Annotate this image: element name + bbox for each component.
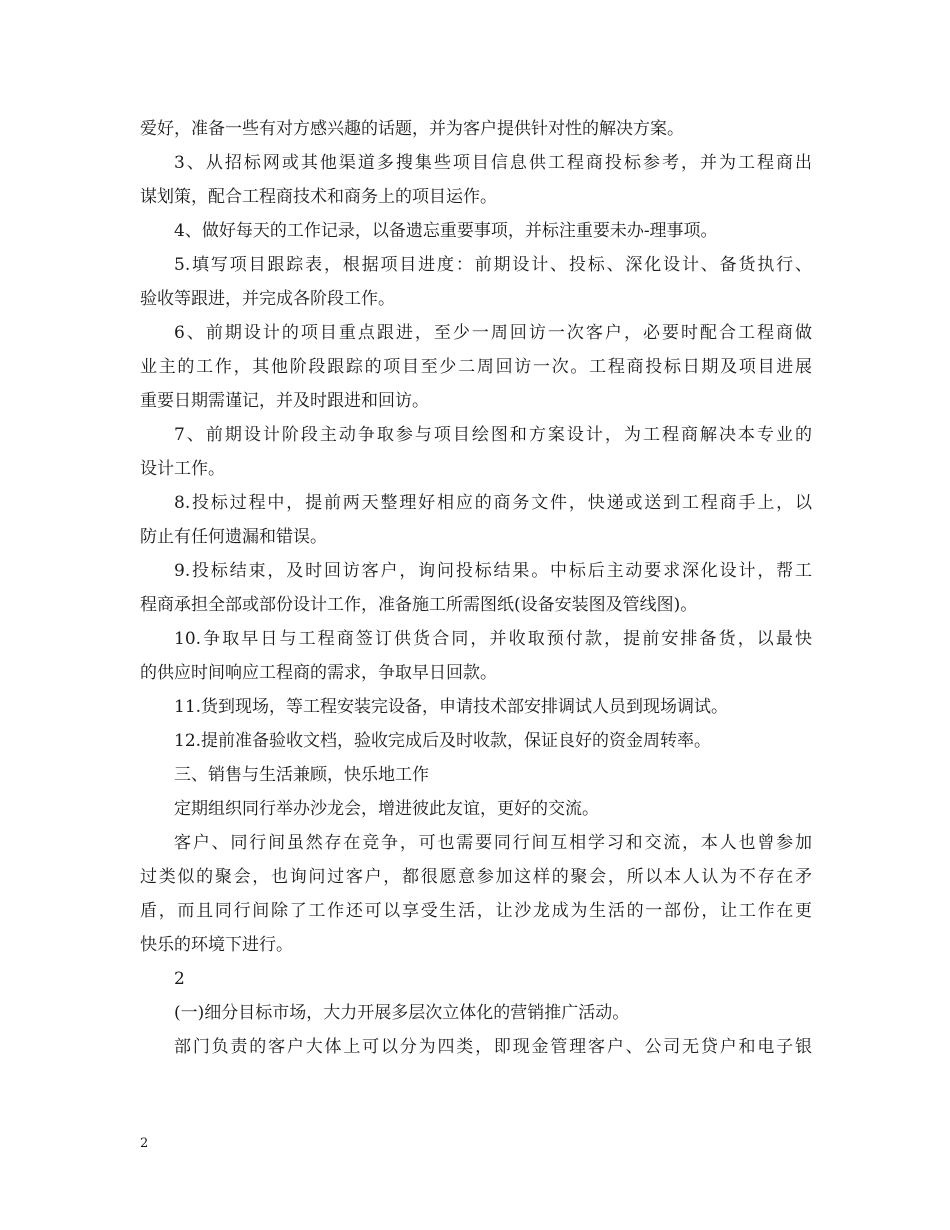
text-line: 重要日期需谨记，并及时跟进和回访。 — [140, 391, 429, 411]
text-line: 7、前期设计阶段主动争取参与项目绘图和方案设计，为工程商解决本专业的 — [174, 425, 812, 445]
text-line: 8.投标过程中，提前两天整理好相应的商务文件，快递或送到工程商手上，以 — [174, 493, 812, 513]
section-heading: (一)细分目标市场，大力开展多层次立体化的营销推广活动。 — [174, 1003, 630, 1023]
text-line: 2 — [174, 969, 185, 989]
text-line: 客户、同行间虽然存在竞争，可也需要同行间互相学习和交流，本人也曾参加 — [174, 833, 812, 853]
text-line: 9.投标结束，及时回访客户，询问投标结果。中标后主动要求深化设计，帮工 — [174, 561, 812, 581]
text-line: 爱好，准备一些有对方感兴趣的话题，并为客户提供针对性的解决方案。 — [140, 119, 684, 139]
text-line: 过类似的聚会，也询问过客户，都很愿意参加这样的聚会，所以本人认为不存在矛 — [140, 867, 812, 887]
text-line: 谋划策，配合工程商技术和商务上的项目运作。 — [140, 187, 497, 207]
text-line: 12.提前准备验收文档，验收完成后及时收款，保证良好的资金周转率。 — [174, 731, 712, 751]
text-line: 的供应时间响应工程商的需求，争取早日回款。 — [140, 663, 497, 683]
document-body — [140, 112, 812, 1064]
text-line: 10.争取早日与工程商签订供货合同，并收取预付款，提前安排备货，以最快 — [174, 629, 812, 649]
text-line: 防止有任何遗漏和错误。 — [140, 527, 327, 547]
text-line: 定期组织同行举办沙龙会，增进彼此友谊，更好的交流。 — [174, 799, 599, 819]
section-heading: 三、销售与生活兼顾，快乐地工作 — [174, 765, 429, 785]
text-line: 程商承担全部或部份设计工作，准备施工所需图纸(设备安装图及管线图)。 — [140, 595, 698, 615]
text-line: 6、前期设计的项目重点跟进，至少一周回访一次客户，必要时配合工程商做 — [174, 323, 812, 343]
text-line: 快乐的环境下进行。 — [140, 935, 293, 955]
text-line: 业主的工作，其他阶段跟踪的项目至少二周回访一次。工程商投标日期及项目进展 — [140, 357, 812, 377]
text-line: 盾，而且同行间除了工作还可以享受生活，让沙龙成为生活的一部份，让工作在更 — [140, 901, 812, 921]
text-line: 部门负责的客户大体上可以分为四类，即现金管理客户、公司无贷户和电子银 — [174, 1037, 812, 1057]
text-line: 4、做好每天的工作记录，以备遗忘重要事项，并标注重要未办-理事项。 — [174, 221, 718, 241]
text-line: 3、从招标网或其他渠道多搜集些项目信息供工程商投标参考，并为工程商出 — [174, 153, 812, 173]
page-number: 2 — [140, 1136, 149, 1151]
text-line: 验收等跟进，并完成各阶段工作。 — [140, 289, 395, 309]
text-line: 5.填写项目跟踪表，根据项目进度：前期设计、投标、深化设计、备货执行、 — [174, 255, 812, 275]
text-line: 设计工作。 — [140, 459, 225, 479]
text-line: 11.货到现场，等工程安装完设备，申请技术部安排调试人员到现场调试。 — [174, 697, 729, 717]
